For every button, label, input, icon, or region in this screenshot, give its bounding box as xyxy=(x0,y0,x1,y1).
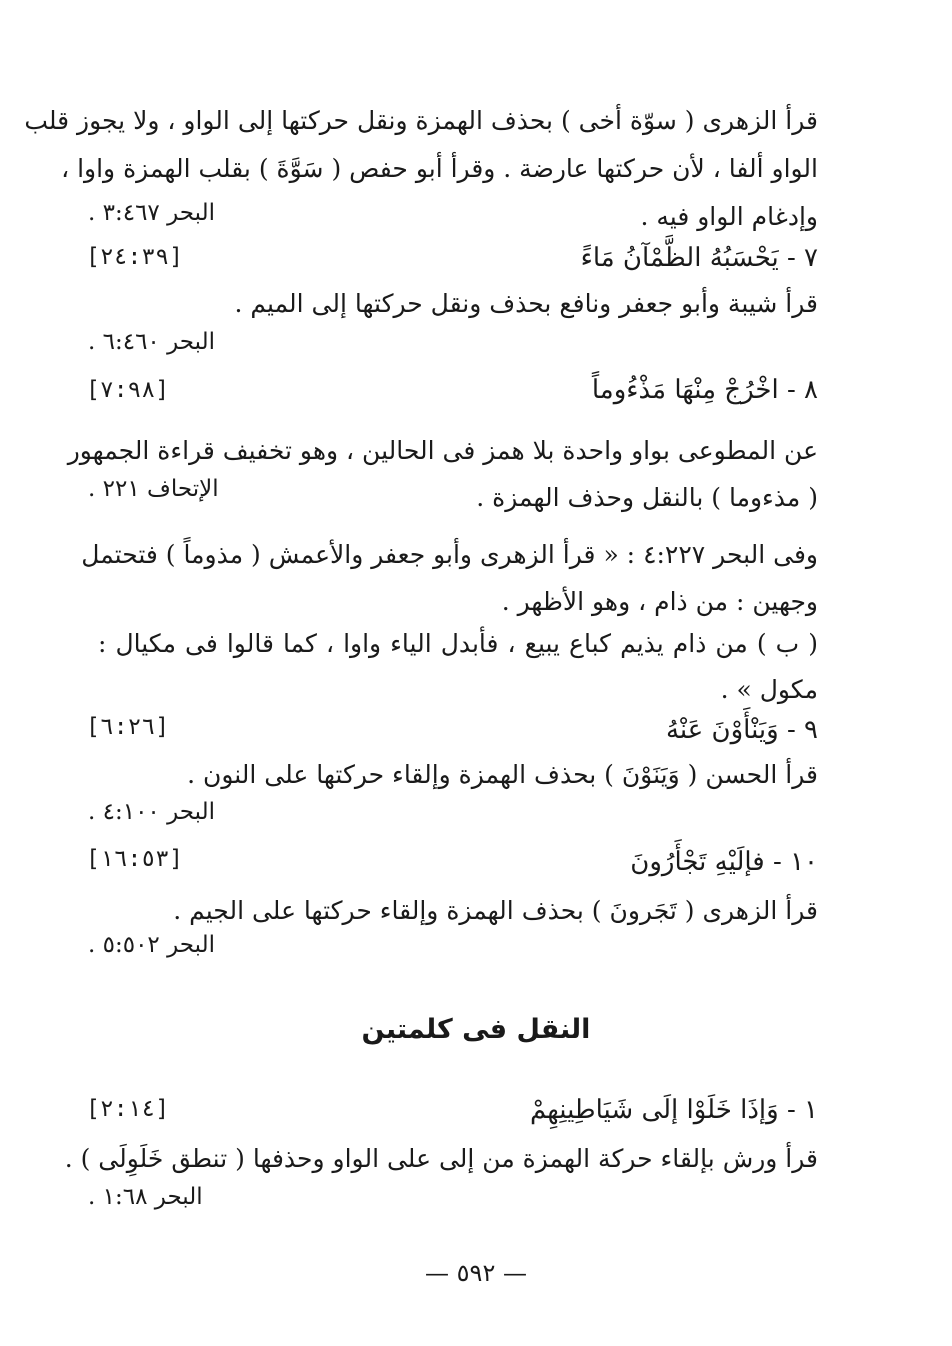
source-citation: البحر ٥:٥٠٢ . xyxy=(88,932,215,958)
verse-reference: [٢:١٤] xyxy=(86,1096,170,1122)
source-citation: البحر ٦:٤٦٠ . xyxy=(88,329,215,355)
text-line: قرأ الزهرى ( تَجَرونَ ) بحذف الهمزة وإلقاء حركتها على الجيم . xyxy=(173,896,818,925)
verse-heading: ٨ - اخْرُجْ مِنْهَا مَذْءُوماً xyxy=(591,375,818,405)
text-line: الواو ألفا ، لأن حركتها عارضة . وقرأ أبو حفص ( سَوَّةَ ) بقلب الهمزة واوا ، xyxy=(61,154,818,183)
text-line: ( ب ) من ذام يذيم كباع يبيع ، فأبدل الياء واوا ، كما قالوا فى مكيال : xyxy=(98,629,818,658)
text-line: مكول » . xyxy=(720,675,818,704)
page-number: — ٥٩٢ — xyxy=(425,1259,527,1287)
verse-reference: [١٦:٥٣] xyxy=(86,846,183,872)
text-line: قرأ الحسن ( وَيَنَوْنَ ) بحذف الهمزة وإلقاء حركتها على النون . xyxy=(187,760,818,789)
text-line: وإدغام الواو فيه . xyxy=(640,202,818,231)
text-line: ( مذءوما ) بالنقل وحذف الهمزة . xyxy=(476,483,818,512)
text-line: قرأ شيبة وأبو جعفر ونافع بحذف ونقل حركتها إلى الميم . xyxy=(234,289,818,318)
verse-reference: [٦:٢٦] xyxy=(86,714,170,740)
text-line: قرأ ورش بإلقاء حركة الهمزة من إلى على الواو وحذفها ( تنطق خَلَوِلَى ) . xyxy=(64,1144,818,1173)
verse-heading: ١ - وَإذَا خَلَوْا إلَى شَيَاطِينِهِمْ xyxy=(529,1095,818,1125)
text-line: وجهين : من ذام ، وهو الأظهر . xyxy=(501,587,818,616)
text-line: قرأ الزهرى ( سوّة أخى ) بحذف الهمزة ونقل حركتها إلى الواو ، ولا يجوز قلب xyxy=(24,106,818,135)
verse-heading: ٩ - وَيَنْأَوْنَ عَنْهُ xyxy=(665,715,818,745)
section-heading: النقل فى كلمتين xyxy=(361,1014,591,1045)
source-citation: البحر ٤:١٠٠ . xyxy=(88,799,215,825)
verse-heading: ١٠ - فإلَيْهِ تَجْأَرُونَ xyxy=(630,847,818,877)
source-citation: البحر ١:٦٨ . xyxy=(88,1184,203,1210)
verse-reference: [٢٤:٣٩] xyxy=(86,244,183,270)
source-citation: البحر ٣:٤٦٧ . xyxy=(88,200,215,226)
verse-reference: [٧:٩٨] xyxy=(86,377,170,403)
source-citation: الإتحاف ٢٢١ . xyxy=(88,476,219,502)
verse-heading: ٧ - يَحْسَبُهُ الظَّمْآنُ مَاءً xyxy=(580,243,818,273)
text-line: وفى البحر ٤:٢٢٧ : « قرأ الزهرى وأبو جعفر والأعمش ( مذوماً ) فتحتمل xyxy=(81,540,818,569)
text-line: عن المطوعى بواو واحدة بلا همز فى الحالين ، وهو تخفيف قراءة الجمهور xyxy=(67,436,818,465)
